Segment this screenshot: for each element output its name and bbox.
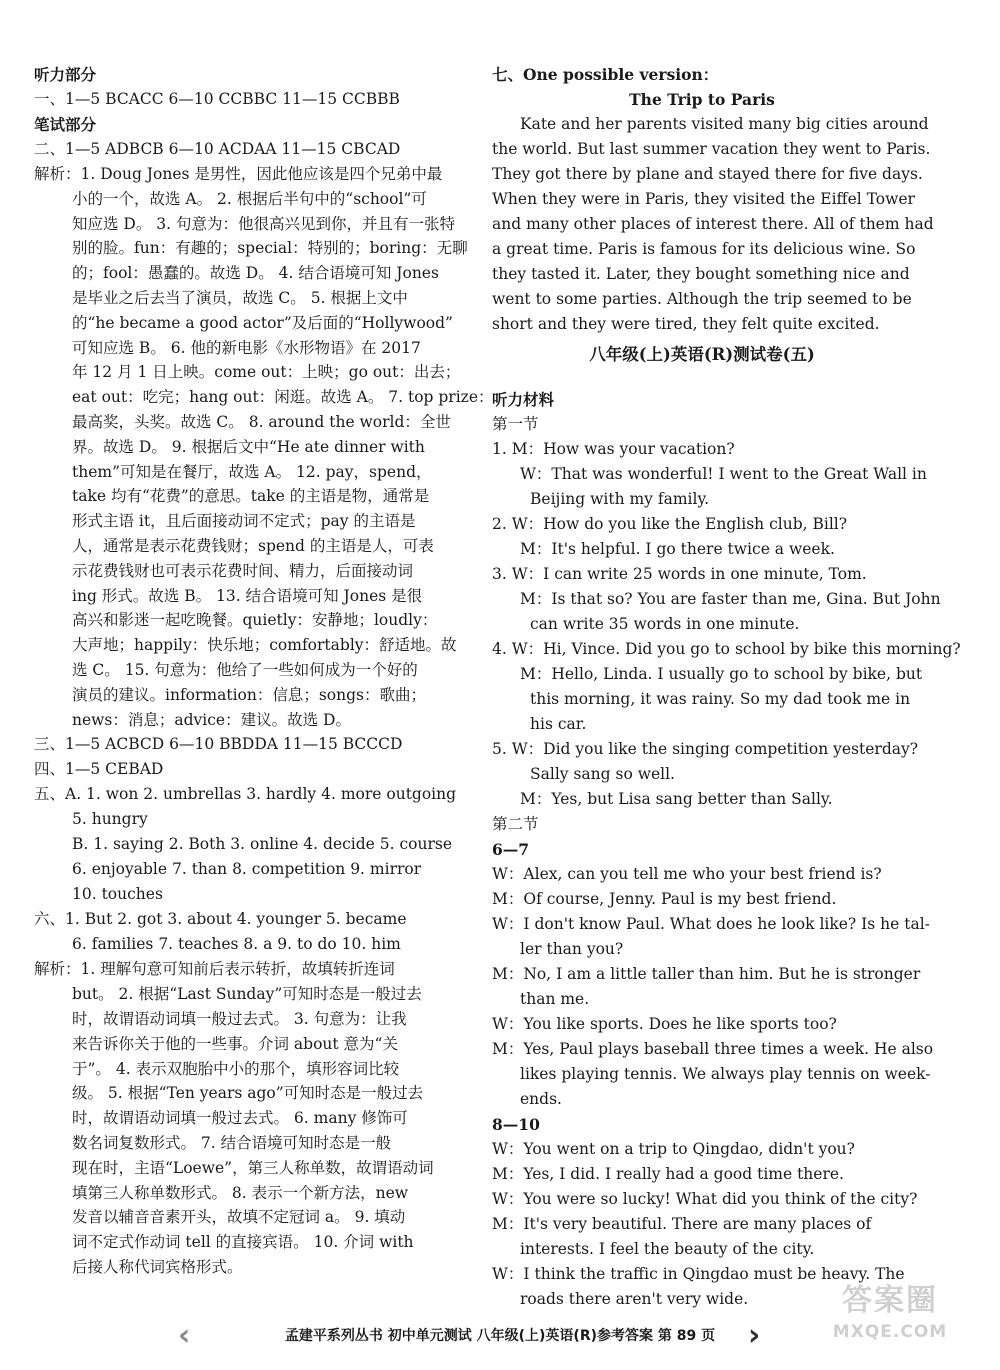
right-text-line: The Trip to Paris (629, 90, 775, 109)
right-text-line: 8—10 (492, 1115, 540, 1134)
left-text-line: 后接人称代词宾格形式。 (72, 1257, 243, 1276)
right-text-line: 七、One possible version： (492, 65, 719, 84)
right-text-line: M：Yes, I did. I really had a good time there. (492, 1165, 844, 1183)
footer-text: 孟建平系列丛书 初中单元测试 八年级(上)英语(R)参考答案 第 89 页 (284, 1328, 716, 1344)
right-text-line: Beijing with my family. (530, 490, 710, 508)
right-text-line: 4. W：Hi, Vince. Did you go to school by bike this morning? (492, 640, 961, 658)
left-text-line: 的“he became a good actor”及后面的“Hollywood” (72, 313, 453, 332)
right-text-line: W：You were so lucky! What did you think of the city? (492, 1190, 918, 1208)
left-text-line: news：消息；advice：建议。故选 D。 (72, 710, 351, 729)
right-text-line: M：Of course, Jenny. Paul is my best friend. (492, 890, 837, 908)
right-text-line: and many other places of interest there. All of them had (492, 215, 934, 233)
left-text-line: 来告诉你关于他的一些事。介词 about 意为“关 (72, 1034, 398, 1053)
left-column (34, 62, 494, 1280)
right-text-line: W：Alex, can you tell me who your best friend is? (492, 865, 882, 883)
left-text-line: 小的一个，故选 A。 2. 根据后半句中的“school”可 (72, 189, 427, 208)
right-text-line: went to some parties. Although the trip seemed to be (492, 290, 912, 308)
right-text-line: 第二节 (492, 815, 539, 833)
right-text-line: 5. W：Did you like the singing competition yesterday? (492, 740, 919, 758)
left-text-line: 词不定式作动词 tell 的直接宾语。 10. 介词 with (72, 1233, 414, 1252)
left-text-line: 时，故谓语动词填一般过去式。 6. many 修饰可 (72, 1109, 408, 1128)
left-text-line: 笔试部分 (34, 115, 97, 134)
right-text-line: 2. W：How do you like the English club, Bill? (492, 515, 848, 533)
right-text-line: his car. (530, 715, 587, 733)
watermark-logo (798, 1282, 982, 1358)
left-text-line: 的；fool：愚蠢的。故选 D。 4. 结合语境可知 Jones (72, 264, 439, 283)
left-text-line: ing 形式。故选 B。 13. 结合语境可知 Jones 是很 (72, 586, 423, 605)
left-text-line: 二、1—5 ADBCB 6—10 ACDAA 11—15 CBCAD (34, 140, 401, 158)
left-text-line: 大声地；happily：快乐地；comfortably：舒适地。故 (72, 636, 457, 655)
left-text-line: 三、1—5 ACBCD 6—10 BBDDA 11—15 BCCCD (34, 735, 403, 754)
left-text-line: 最高奖，头奖。故选 C。 8. around the world：全世 (72, 412, 451, 431)
left-text-line: 四、1—5 CEBAD (34, 760, 164, 779)
left-text-line: but。 2. 根据“Last Sunday”可知时态是一般过去 (72, 985, 422, 1004)
left-text-line: 六、1. But 2. got 3. about 4. younger 5. became (34, 910, 407, 929)
left-text-line: 演员的建议。information：信息；songs：歌曲； (72, 685, 427, 704)
right-text-line: 八年级(上)英语(R)测试卷(五) (589, 345, 815, 364)
left-text-line: 示花费钱财也可表示花费时间、精力，后面接动词 (72, 561, 414, 580)
left-text-line: 别的脸。fun：有趣的；special：特别的；boring：无聊 (72, 239, 468, 258)
right-text-line: 3. W：I can write 25 words in one minute, Tom. (492, 565, 867, 583)
left-text-line: 5. hungry (72, 810, 148, 829)
right-text-line: M：Yes, but Lisa sang better than Sally. (520, 790, 833, 808)
right-text-line: likes playing tennis. We always play tennis on week- (520, 1065, 931, 1083)
left-text-line: 6. enjoyable 7. than 8. competition 9. mirror (72, 860, 422, 879)
right-text-line: W：I don't know Paul. What does he look like? Is he tal- (492, 915, 930, 933)
left-text-line: eat out：吃完；hang out：闲逛。故选 A。 7. top prize： (72, 388, 494, 407)
left-text-line: 时，故谓语动词填一般过去式。 3. 句意为：让我 (72, 1009, 407, 1028)
right-text-line: ends. (520, 1090, 562, 1108)
watermark-url: MXQE.COM (832, 1322, 948, 1342)
left-text-line: 于”。 4. 表示双胞胎中小的那个，填形容词比较 (72, 1059, 400, 1078)
left-text-line: 10. touches (72, 885, 163, 904)
right-text-line (492, 373, 912, 387)
prev-page-arrow-icon[interactable]: ‹ (178, 1318, 191, 1353)
left-text-line: 级。 5. 根据“Ten years ago”可知时态是一般过去 (72, 1084, 424, 1103)
left-text-line: 填第三人称单数形式。 8. 表示一个新方法，new (72, 1183, 409, 1202)
right-text-line: Sally sang so well. (530, 765, 675, 783)
right-text-line: interests. I feel the beauty of the city. (520, 1240, 815, 1258)
left-text-line: 五、A. 1. won 2. umbrellas 3. hardly 4. more outgoing (34, 785, 457, 804)
left-text-line: 年 12 月 1 日上映。come out：上映；go out：出去； (72, 363, 461, 382)
right-text-line: 听力材料 (492, 390, 555, 409)
right-text-line: W：That was wonderful! I went to the Great Wall in (520, 465, 927, 483)
left-text-line: 听力部分 (34, 65, 97, 84)
left-text-line: 数名词复数形式。 7. 结合语境可知时态是一般 (72, 1133, 392, 1152)
watermark-text: 答案圈 (842, 1283, 938, 1318)
right-text-line: M：Hello, Linda. I usually go to school by bike, but (520, 665, 923, 683)
left-text-line: 一、1—5 BCACC 6—10 CCBBC 11—15 CCBBB (34, 90, 400, 108)
right-text-line: M：Yes, Paul plays baseball three times a week. He also (492, 1040, 934, 1058)
right-text-line: When they were in Paris, they visited the Eiffel Tower (492, 190, 915, 208)
left-text-line: 现在时，主语“Loewe”，第三人称单数，故谓语动词 (72, 1158, 434, 1177)
left-text-line: 界。故选 D。 9. 根据后文中“He ate dinner with (72, 437, 425, 456)
right-text-line: can write 35 words in one minute. (530, 615, 800, 633)
right-text-line: 6—7 (492, 840, 530, 859)
right-text-line: the world. But last summer vacation they went to Paris. (492, 140, 931, 158)
next-page-arrow-icon[interactable]: › (748, 1318, 761, 1353)
right-text-line: a great time. Paris is famous for its delicious wine. So (492, 240, 916, 258)
left-text-line: 是毕业之后去当了演员，故选 C。 5. 根据上文中 (72, 288, 408, 307)
left-text-line: 可知应选 B。 6. 他的新电影《水形物语》在 2017 (72, 338, 421, 357)
left-text-line: take 均有“花费”的意思。take 的主语是物，通常是 (72, 487, 430, 506)
right-text-line: M：Is that so? You are faster than me, Gina. But John (520, 590, 941, 608)
right-text-line: W：You went on a trip to Qingdao, didn't you? (492, 1140, 855, 1158)
right-text-line: W：You like sports. Does he like sports too? (492, 1015, 837, 1033)
right-text-line: M：No, I am a little taller than him. But he is stronger (492, 965, 921, 983)
left-text-line: 解析：1. 理解句意可知前后表示转折，故填转折连词 (34, 960, 395, 979)
left-text-line: B. 1. saying 2. Both 3. online 4. decide 5. course (72, 835, 453, 854)
right-text-line: M：It's helpful. I go there twice a week. (520, 540, 835, 558)
right-text-line: They got there by plane and stayed there for five days. (492, 165, 923, 183)
left-text-line: 发音以辅音音素开头，故填不定冠词 a。 9. 填动 (72, 1208, 406, 1227)
right-text-line: short and they were tired, they felt quite excited. (492, 315, 880, 333)
left-text-line: 人，通常是表示花费钱财；spend 的主语是人，可表 (72, 536, 434, 555)
right-text-line: this morning, it was rainy. So my dad took me in (530, 690, 911, 708)
right-text-line: 第一节 (492, 415, 539, 433)
left-text-line: 形式主语 it，且后面接动词不定式；pay 的主语是 (72, 512, 416, 531)
right-text-line: Kate and her parents visited many big cities around (520, 115, 929, 133)
left-text-line: 6. families 7. teaches 8. a 9. to do 10. him (72, 935, 401, 954)
left-text-line: them”可知是在餐厅，故选 A。 12. pay，spend， (72, 462, 432, 481)
right-text-line: roads there aren't very wide. (520, 1290, 749, 1308)
right-text-line: 1. M：How was your vacation? (492, 440, 735, 458)
left-text-line: 解析：1. Doug Jones 是男性，因此他应该是四个兄弟中最 (34, 165, 443, 183)
right-column (492, 62, 961, 1312)
left-text-line: 高兴和影迷一起吃晚餐。quietly：安静地；loudly： (72, 611, 438, 630)
right-text-line: ler than you? (520, 940, 624, 958)
right-text-line: they tasted it. Later, they bought something nice and (492, 265, 910, 283)
left-text-line: 选 C。 15. 句意为：他给了一些如何成为一个好的 (72, 660, 418, 679)
left-text-line: 知应选 D。 3. 句意为：他很高兴见到你，并且有一张特 (72, 214, 455, 233)
right-text-line: than me. (520, 990, 590, 1008)
right-text-line: M：It's very beautiful. There are many places of (492, 1215, 872, 1233)
right-text-line: W：I think the traffic in Qingdao must be heavy. The (492, 1265, 905, 1283)
